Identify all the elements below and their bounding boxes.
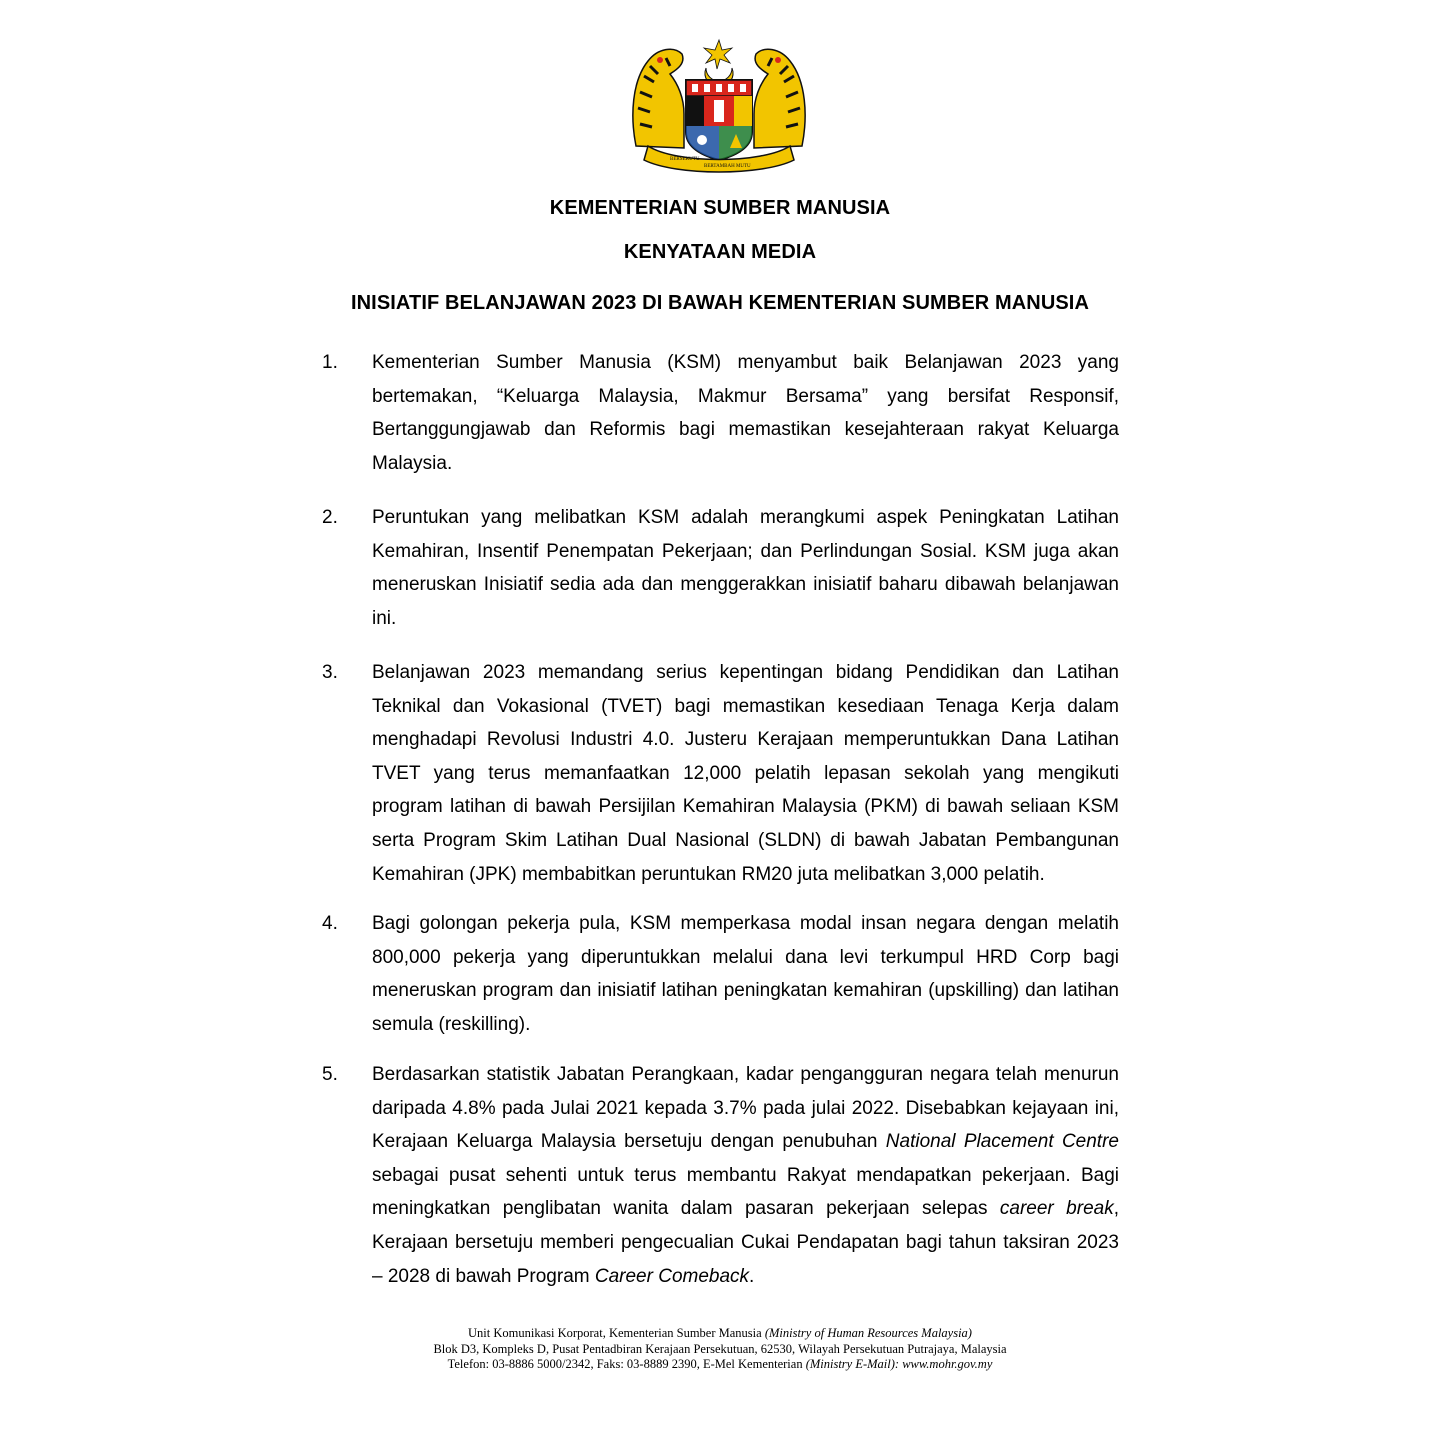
svg-text:BERTAMBAH MUTU: BERTAMBAH MUTU xyxy=(704,164,751,169)
paragraph-number: 3. xyxy=(322,662,338,683)
footer xyxy=(0,1326,1440,1373)
paragraph-text: Kementerian Sumber Manusia (KSM) menyambut baik Belanjawan 2023 yang bertemakan, “Keluarga Malaysia, Makmur Bersama” yang bersifat Responsif, Bertanggungjawab dan Reformis bagi memastikan kesejahteraan rakyat Keluarga Malaysia. xyxy=(372,352,1119,474)
footer-line-1: Unit Komunikasi Korporat, Kementerian Sumber Manusia (Ministry of Human Resources Malaysia) xyxy=(468,1326,972,1340)
paragraph-text: Berdasarkan statistik Jabatan Perangkaan, kadar pengangguran negara telah menurun daripada 4.8% pada Julai 2021 kepada 3.7% pada julai 2022. Disebabkan kejayaan ini, Kerajaan Keluarga Malaysia bersetuju dengan penubuhan National Placement Centre sebagai pusat sehenti untuk terus membantu Rakyat mendapatkan pekerjaan. Bagi meningkatkan penglibatan wanita dalam pasaran pekerjaan selepas career break, Kerajaan bersetuju memberi pengecualian Cukai Pendapatan bagi tahun taksiran 2023 – 2028 di bawah Program Career Comeback. xyxy=(372,1064,1119,1287)
paragraph-text: Bagi golongan pekerja pula, KSM memperkasa modal insan negara dengan melatih 800,000 pekerja yang diperuntukkan melalui dana levi terkumpul HRD Corp bagi meneruskan program dan inisiatif latihan peningkatan kemahiran (upskilling) dan latihan semula (reskilling). xyxy=(372,913,1119,1035)
paragraph-number: 1. xyxy=(322,352,338,373)
document-type: KENYATAAN MEDIA xyxy=(623,241,817,263)
paragraph-text: Belanjawan 2023 memandang serius kepentingan bidang Pendidikan dan Latihan Teknikal dan Vokasional (TVET) bagi memastikan kesediaan Tenaga Kerja dalam menghadapi Revolusi Industri 4.0. Justeru Kerajaan memperuntukkan Dana Latihan TVET yang terus memanfaatkan 12,000 pelatih lepasan sekolah yang mengikuti program latihan di bawah Persijilan Kemahiran Malaysia (PKM) di bawah seliaan KSM serta Program Skim Latihan Dual Nasional (SLDN) di bawah Jabatan Pembangunan Kemahiran (JPK) membabitkan peruntukan RM20 juta melibatkan 3,000 pelatih. xyxy=(372,662,1119,885)
footer-line-3: Telefon: 03-8886 5000/2342, Faks: 03-8889 2390, E-Mel Kementerian (Ministry E-Mail): www.mohr.gov.my xyxy=(447,1357,993,1371)
paragraph-number: 4. xyxy=(322,913,338,934)
paragraph-3 xyxy=(322,656,1119,891)
ministry-name: KEMENTERIAN SUMBER MANUSIA xyxy=(549,197,891,219)
page-title: INISIATIF BELANJAWAN 2023 DI BAWAH KEMENTERIAN SUMBER MANUSIA xyxy=(350,292,1089,314)
italic-term: National Placement Centre xyxy=(885,1131,1119,1153)
footer-line-2: Blok D3, Kompleks D, Pusat Pentadbiran Kerajaan Persekutuan, 62530, Wilayah Persekutuan Putrajaya, Malaysia xyxy=(433,1341,1007,1356)
paragraph-number: 5. xyxy=(322,1064,338,1085)
svg-text:BERSEKUTU: BERSEKUTU xyxy=(670,157,700,162)
italic-term: Career Comeback xyxy=(594,1265,750,1287)
paragraph-4 xyxy=(322,907,1119,1041)
paragraph-number: 2. xyxy=(322,507,338,528)
paragraph-1 xyxy=(322,346,1119,480)
paragraph-5 xyxy=(322,1058,1119,1293)
paragraph-2 xyxy=(322,501,1119,635)
paragraph-text: Peruntukan yang melibatkan KSM adalah merangkumi aspek Peningkatan Latihan Kemahiran, Insentif Penempatan Pekerjaan; dan Perlindungan Sosial. KSM juga akan meneruskan Inisiatif sedia ada dan menggerakkan inisiatif baharu dibawah belanjawan ini. xyxy=(372,507,1119,629)
coat-of-arms-logo xyxy=(626,36,812,178)
italic-term: career break xyxy=(999,1198,1114,1220)
